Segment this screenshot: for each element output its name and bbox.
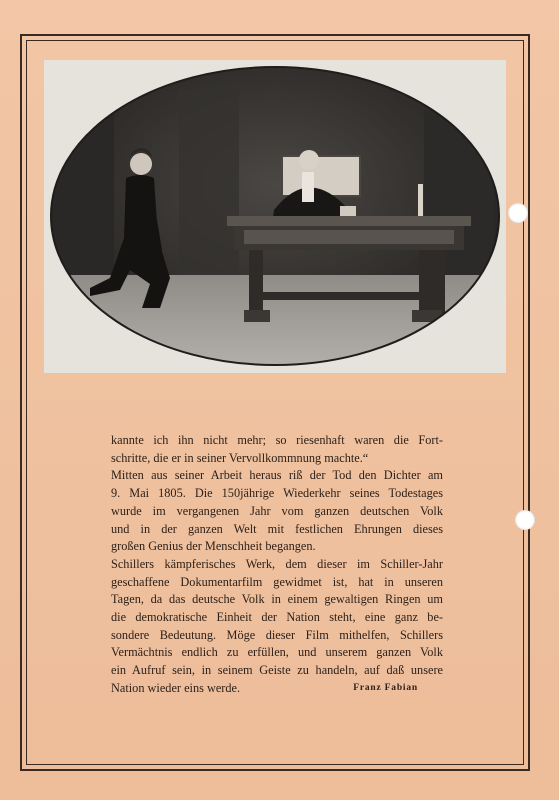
text-line: die demokratische Einheit der Nation steht, eine ganz be-	[111, 610, 443, 625]
text-line: 9. Mai 1805. Die 150jährige Wiederkehr seines Todestages	[111, 486, 443, 501]
text-line: geschaffene Dokumentarfilm gewidmet ist, hat in unseren	[111, 574, 443, 589]
text-line: ein Aufruf sein, in seinem Geiste zu handeln, auf daß unsere	[111, 663, 443, 678]
article-text	[111, 432, 443, 698]
text-line: schritte, die er in seiner Vervollkommnung machte.“	[111, 450, 369, 465]
text-line: Mitten aus seiner Arbeit heraus riß der Tod den Dichter am	[111, 468, 443, 483]
photo-plate	[44, 60, 506, 373]
punch-hole-lower	[515, 510, 535, 530]
text-line: großen Genius der Menschheit begangen.	[111, 539, 316, 554]
text-line: Nation wieder eins werde.	[111, 680, 241, 695]
text-line: sondere Bedeutung. Möge dieser Film mithelfen, Schillers	[111, 627, 443, 642]
text-line: und in der ganzen Welt mit festlichen Ehrungen dieses	[111, 521, 443, 536]
text-line: Vermächtnis endlich zu erfüllen, und unserem ganzen Volk	[111, 645, 443, 660]
text-line: kannte ich ihn nicht mehr; so riesenhaft waren die Fort-	[111, 433, 443, 447]
text-line: wurde im vergangenen Jahr vom ganzen deutschen Volk	[111, 503, 443, 518]
stage-scene-photo	[44, 60, 506, 373]
author-signature: Franz Fabian	[353, 682, 418, 693]
closing-line-row	[111, 680, 443, 698]
punch-hole-upper	[508, 203, 528, 223]
text-line: Tagen, da das deutsche Volk in einem gewaltigen Ringen um	[111, 592, 443, 607]
text-line: Schillers kämpferisches Werk, dem dieser im Schiller-Jahr	[111, 556, 443, 571]
